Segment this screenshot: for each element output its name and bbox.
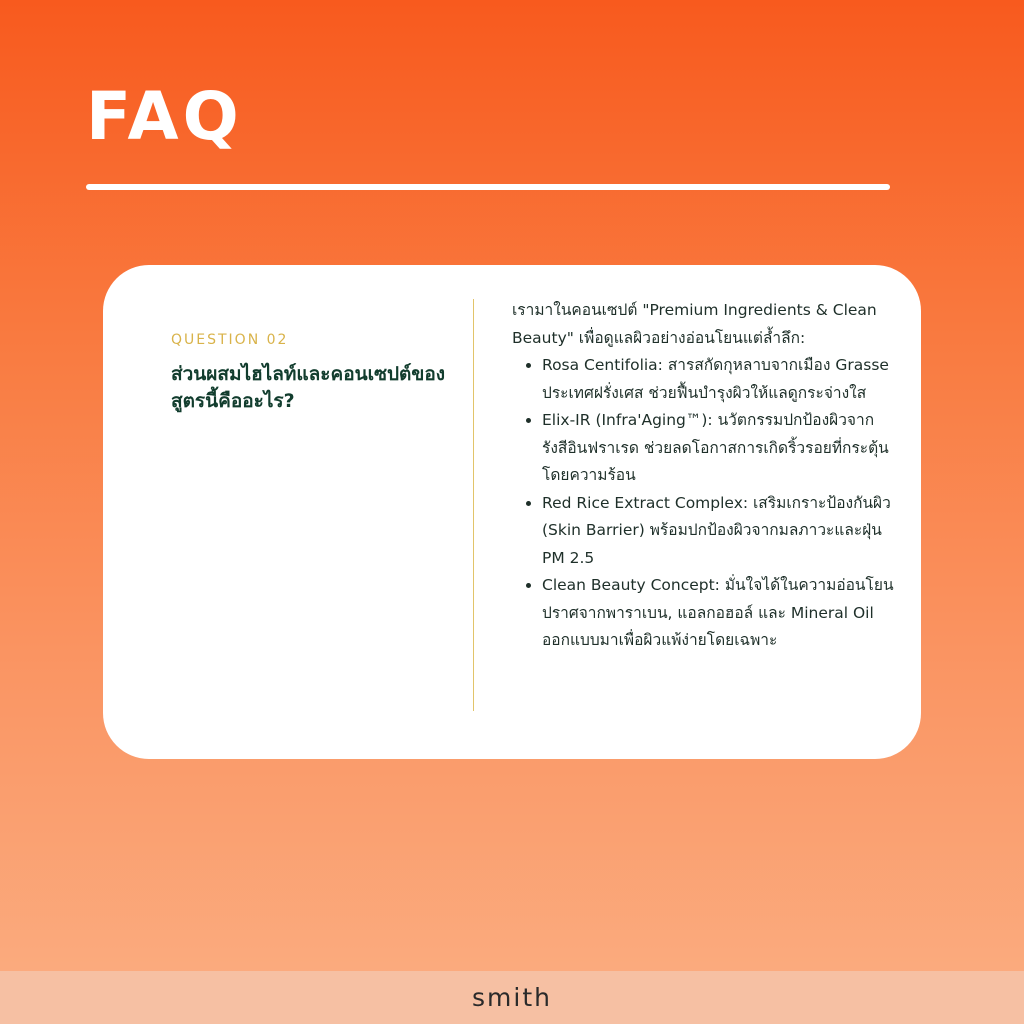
faq-card [103, 265, 921, 759]
card-divider [473, 299, 474, 711]
answer-item: • Rosa Centifolia: สารสกัดกุหลาบจากเมือง Grasse ประเทศฝรั่งเศส ช่วยฟื้นบำรุงผิวให้แลดูกระจ่างใส [542, 352, 897, 407]
question-label: QUESTION 02 [171, 332, 289, 348]
answer-item: • Red Rice Extract Complex: เสริมเกราะป้องกันผิว (Skin Barrier) พร้อมปกป้องผิวจากมลภาวะและฝุ่น PM 2.5 [542, 490, 897, 573]
question-title: ส่วนผสมไฮไลท์และคอนเซปต์ของสูตรนี้คืออะไร? [171, 363, 446, 412]
answer-item: • Clean Beauty Concept: มั่นใจได้ในความอ่อนโยน ปราศจากพาราเบน, แอลกอฮอล์ และ Mineral Oil ออกแบบมาเพื่อผิวแพ้ง่ายโดยเฉพาะ [542, 572, 897, 655]
answer-body [512, 297, 897, 655]
answer-list [512, 352, 897, 655]
answer-intro: เรามาในคอนเซปต์ "Premium Ingredients & Clean Beauty" เพื่อดูแลผิวอย่างอ่อนโยนแต่ล้ำลึก: [512, 301, 877, 347]
title-underline [86, 184, 890, 190]
answer-item: • Elix-IR (Infra'Aging™): นวัตกรรมปกป้องผิวจากรังสีอินฟราเรด ช่วยลดโอกาสการเกิดริ้วรอยที่กระตุ้นโดยความร้อน [542, 407, 897, 490]
page-title: FAQ [86, 78, 243, 155]
footer-bar [0, 971, 1024, 1024]
brand-logo-text: smith [472, 983, 552, 1012]
